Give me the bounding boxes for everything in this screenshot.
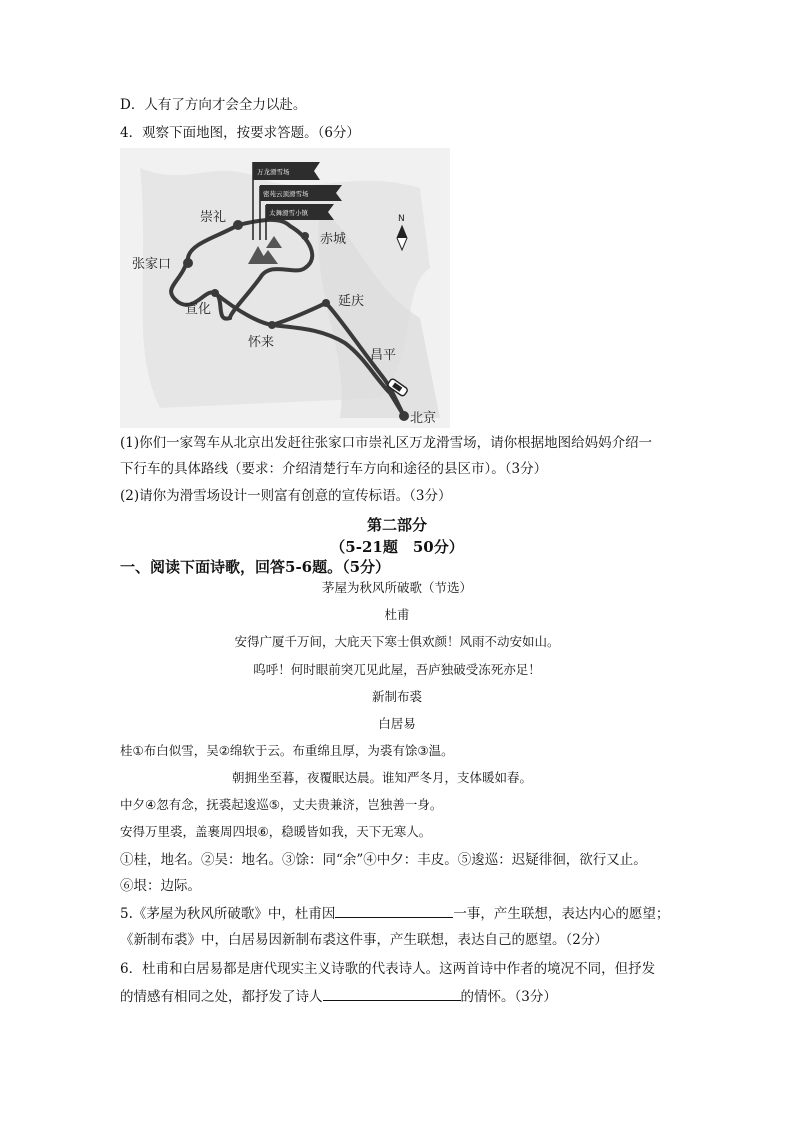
poem1-line2: 呜呼！何时眼前突兀见此屋，吾庐独破受冻死亦足！ [253,662,541,677]
dot-chongli [233,220,243,230]
label-beijing: 北京 [410,411,437,426]
flag-taiwu-label: 太舞滑雪小镇 [269,209,308,217]
label-changping: 昌平 [370,348,397,363]
dot-yanqing [322,299,330,307]
q6-text-part1: 的情感有相同之处，都抒发了诗人 [120,989,323,1005]
dot-zhangjiakou [183,258,193,268]
q5-text-part2: 一事，产生联想，表达内心的愿望； [453,906,670,922]
label-zhangjiakou: 张家口 [132,257,172,272]
q5-answer-blank[interactable] [335,903,453,918]
option-d: D．人有了方向才会全力以赴。 [120,97,307,113]
flag-miyuan-label: 密苑云顶滑雪场 [263,190,309,198]
label-chongli: 崇礼 [200,210,227,225]
dot-beijing [399,411,409,421]
poem1-author: 杜甫 [384,607,410,622]
poem1-line1: 安得广厦千万间，大庇天下寒士俱欢颜！风雨不动安如山。 [234,634,560,649]
question-6-line2 [120,986,557,1007]
dot-xuanhua [211,289,219,297]
poem2-title: 新制布裘 [371,689,422,704]
question-6-line1: 6．杜甫和白居易都是唐代现实主义诗歌的代表诗人。这两首诗中作者的境况不同，但抒发 [120,961,656,977]
poem2-line4: 安得万里裘，盖裹周四垠⑥，稳暖皆如我，天下无寒人。 [120,824,432,839]
question-5-line1 [120,903,669,924]
question-5-line2: 《新制布裘》中，白居易因新制布裘这件事，产生联想，表达自己的愿望。（2分） [120,932,608,948]
part2-subtitle: （5-21题 50分） [330,538,464,556]
question-4-title: 4．观察下面地图，按要求答题。（6分） [120,125,360,141]
poem2-author: 白居易 [378,716,416,731]
q4-sub1-line2: 下行车的具体路线（要求：介绍清楚行车方向和途径的县区市）。（3分） [120,461,548,477]
q5-text-part1: 5.《茅屋为秋风所破歌》中，杜甫因 [120,906,336,922]
dot-huailai [268,321,276,329]
dot-chicheng [301,232,309,240]
notes-line1: ①桂，地名。②吴：地名。③馀：同“余”④中夕：丰皮。⑤逡巡：迟疑徘徊，欲行又止。 [120,852,647,868]
poem2-line1: 桂①布白似雪，吴②绵软于云。布重绵且厚，为裘有馀③温。 [120,743,454,758]
north-label: N [398,214,405,224]
part2-title: 第二部分 [366,516,427,534]
poem2-line2: 朝拥坐至暮，夜覆眠达晨。谁知严冬月，支体暖如春。 [232,770,533,785]
q6-answer-blank[interactable] [323,986,461,1001]
flag-wanlong-label: 万龙滑雪场 [257,168,290,176]
label-xuanhua: 宣化 [185,302,212,317]
label-huailai: 怀来 [248,335,275,350]
section1-heading: 一、阅读下面诗歌，回答5-6题。（5分） [120,558,391,576]
poem2-line3: 中夕④忽有念，抚裘起逡巡⑤，丈夫贵兼济，岂独善一身。 [120,797,443,812]
route-map [120,148,450,428]
poem1-title: 茅屋为秋风所破歌（节选） [321,580,472,595]
label-chicheng: 赤城 [320,232,347,247]
label-yanqing: 延庆 [338,294,365,309]
q4-sub2: (2)请你为滑雪场设计一则富有创意的宣传标语。（3分） [120,488,452,504]
q6-text-part2: 的情怀。（3分） [460,989,557,1005]
q4-sub1-line1: (1)你们一家驾车从北京出发赶往张家口市崇礼区万龙滑雪场，请你根据地图给妈妈介绍一 [120,435,653,451]
notes-line2: ⑥垠：边际。 [120,878,201,894]
